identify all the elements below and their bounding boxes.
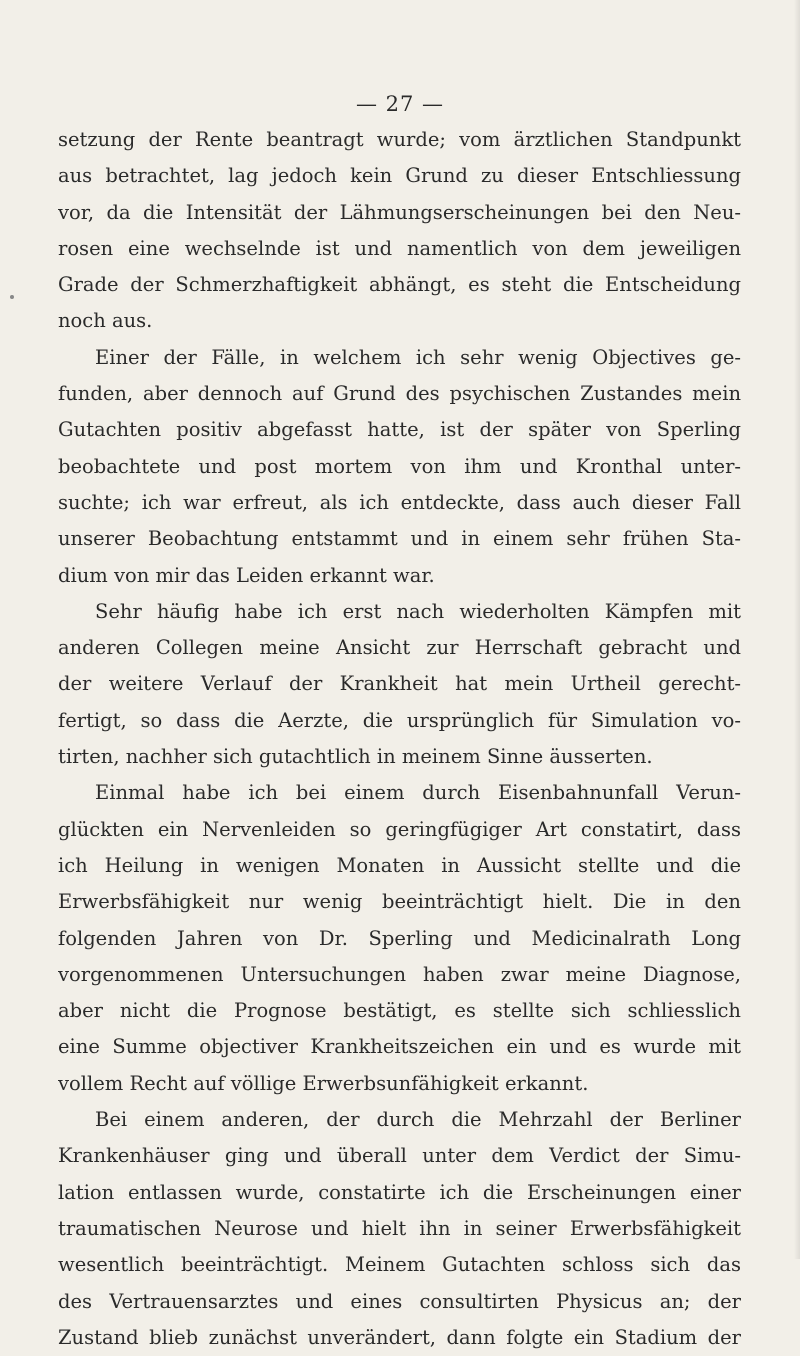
text-line: glückten ein Nervenleiden so geringfügiger Art constatirt, dass — [58, 817, 741, 841]
text-line: vor, da die Intensität der Lähmungserscheinungen bei den Neu- — [58, 200, 741, 224]
text-line: folgenden Jahren von Dr. Sperling und Medicinalrath Long — [58, 926, 741, 950]
text-line: anderen Collegen meine Ansicht zur Herrschaft gebracht und — [58, 636, 741, 660]
text-line: beobachtete und post mortem von ihm und Kronthal unter- — [58, 454, 741, 478]
text-line: Gutachten positiv abgefasst hatte, ist der später von Sperling — [58, 418, 741, 442]
text-line: dium von mir das Leiden erkannt war. — [58, 563, 435, 587]
text-line: tirten, nachher sich gutachtlich in meinem Sinne äusserten. — [58, 745, 653, 769]
text-line: suchte; ich war erfreut, als ich entdeckte, dass auch dieser Fall — [58, 490, 741, 514]
text-line: noch aus. — [58, 309, 153, 333]
text-line: der weitere Verlauf der Krankheit hat mein Urtheil gerecht- — [58, 672, 741, 696]
text-line: rosen eine wechselnde ist und namentlich von dem jeweiligen — [58, 236, 741, 260]
text-line: Einer der Fälle, in welchem ich sehr wenig Objectives ge- — [95, 345, 741, 369]
text-line: funden, aber dennoch auf Grund des psychischen Zustandes mein — [58, 382, 741, 406]
text-line: Krankenhäuser ging und überall unter dem Verdict der Simu- — [58, 1144, 741, 1168]
text-line: vollem Recht auf völlige Erwerbsunfähigkeit erkannt. — [58, 1071, 589, 1095]
page-number: — 27 — — [355, 92, 445, 116]
text-line: Bei einem anderen, der durch die Mehrzahl der Berliner — [95, 1108, 741, 1132]
text-line: lation entlassen wurde, constatirte ich die Erscheinungen einer — [58, 1180, 741, 1204]
text-line: setzung der Rente beantragt wurde; vom ärztlichen Standpunkt — [58, 128, 741, 151]
text-line: Grade der Schmerzhaftigkeit abhängt, es steht die Entscheidung — [58, 273, 741, 297]
text-line: Zustand blieb zunächst unverändert, dann folgte ein Stadium der — [58, 1325, 741, 1349]
text-line: traumatischen Neurose und hielt ihn in seiner Erwerbsfähigkeit — [58, 1216, 741, 1240]
text-line: wesentlich beeinträchtigt. Meinem Gutachten schloss sich das — [58, 1253, 741, 1277]
text-line: aber nicht die Prognose bestätigt, es stellte sich schliesslich — [58, 999, 741, 1023]
text-line: Einmal habe ich bei einem durch Eisenbahnunfall Verun- — [95, 781, 741, 805]
text-line: des Vertrauensarztes und eines consultirten Physicus an; der — [58, 1289, 741, 1313]
text-line: Erwerbsfähigkeit nur wenig beeinträchtigt hielt. Die in den — [58, 890, 741, 914]
text-line: unserer Beobachtung entstammt und in einem sehr frühen Sta- — [58, 527, 741, 551]
text-line: Sehr häufig habe ich erst nach wiederholten Kämpfen mit — [95, 599, 741, 623]
text-line: vorgenommenen Untersuchungen haben zwar meine Diagnose, — [58, 962, 741, 986]
text-line: eine Summe objectiver Krankheitszeichen ein und es wurde mit — [58, 1035, 741, 1059]
text-line: aus betrachtet, lag jedoch kein Grund zu dieser Entschliessung — [58, 164, 741, 188]
body-text — [58, 122, 741, 1356]
page-edge-shadow — [794, 0, 800, 1259]
text-line: ich Heilung in wenigen Monaten in Aussicht stellte und die — [58, 853, 741, 877]
margin-speck — [10, 295, 14, 299]
text-line: fertigt, so dass die Aerzte, die ursprünglich für Simulation vo- — [58, 708, 741, 732]
